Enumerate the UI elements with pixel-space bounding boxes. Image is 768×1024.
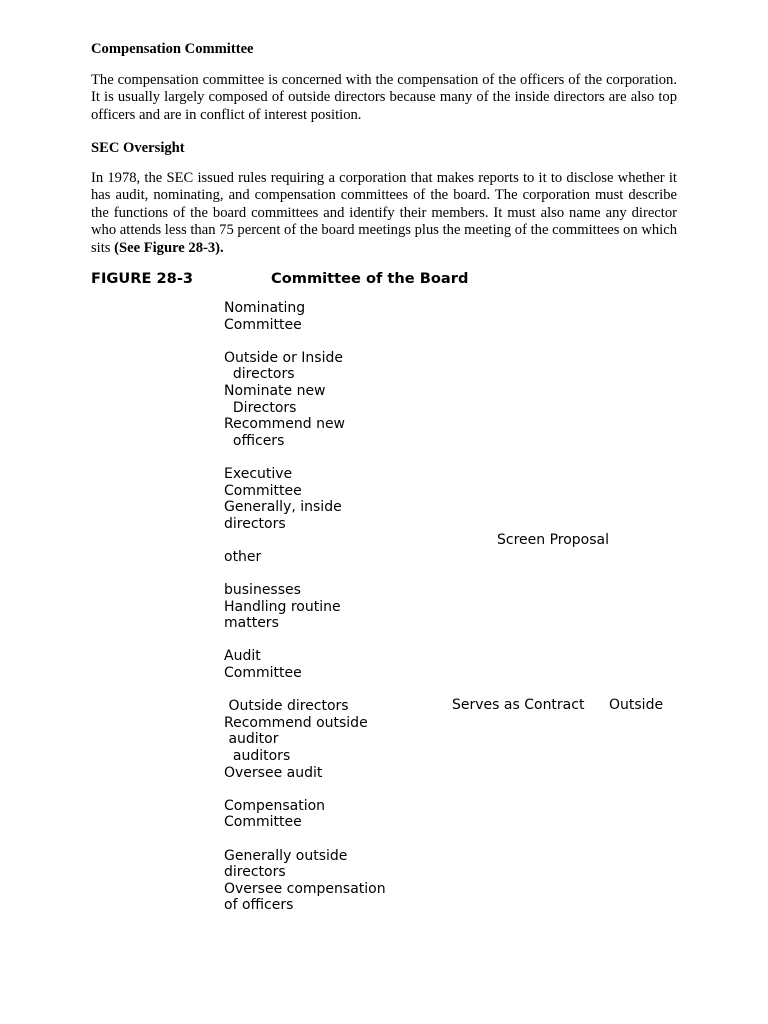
figure-line: Handling routine [224, 598, 341, 615]
figure-title: Committee of the Board [271, 270, 469, 287]
figure-line [224, 831, 424, 848]
figure-line: Recommend outside [224, 714, 368, 731]
figure-line: auditor [224, 731, 279, 748]
figure-line: Committee [224, 316, 302, 333]
figure-line [224, 632, 424, 649]
section-heading-sec-oversight: SEC Oversight [91, 140, 185, 156]
figure-line [224, 682, 424, 699]
figure-line: officers [224, 432, 285, 449]
figure-line: Recommend new [224, 416, 346, 433]
figure-line: Executive [224, 465, 293, 482]
figure-line: Generally, inside [224, 499, 342, 516]
figure-line [224, 333, 424, 350]
figure-line: Committee [224, 665, 302, 682]
figure-line [224, 532, 424, 549]
figure-line: Oversee audit [224, 764, 323, 781]
figure-committee-list [224, 300, 424, 914]
outside-label: Outside [609, 697, 664, 713]
figure-line: directors [224, 366, 295, 383]
figure-line: directors [224, 864, 286, 881]
section-heading-compensation-committee: Compensation Committee [91, 41, 254, 57]
figure-line: matters [224, 615, 279, 632]
figure-line [224, 781, 424, 798]
figure-line: Committee [224, 482, 302, 499]
figure-line: Compensation [224, 797, 326, 814]
figure-line: directors [224, 515, 286, 532]
serves-as-contract-label: Serves as Contract [452, 697, 585, 713]
screen-proposal-label: Screen Proposal [497, 532, 610, 548]
paragraph-compensation-committee: The compensation committee is concerned with the compensation of the officers of the corporation. It is usually largely composed of outside directors because many of the inside directors are also top officers and are in conflict of interest position. [91, 72, 677, 123]
figure-line: Generally outside [224, 847, 348, 864]
figure-line: Nominate new [224, 382, 326, 399]
figure-line: Outside directors [224, 698, 349, 715]
figure-line: businesses [224, 582, 301, 599]
figure-line [224, 449, 424, 466]
figure-line: Committee [224, 814, 302, 831]
figure-line: other [224, 548, 262, 565]
sec-oversight-body: In 1978, the SEC issued rules requiring a corporation that makes reports to it to disclose whether it has audit, nominating, and compensation committees of the board. The corporation must describe the functions of the board committees and identify their members. It must also name any director who attends less than 75 percent of the board meetings plus the meeting of the committees on which sits [91, 170, 677, 256]
paragraph-sec-oversight [91, 170, 677, 257]
figure-line [224, 566, 424, 583]
figure-line: auditors [224, 748, 291, 765]
figure-line: Directors [224, 399, 297, 416]
figure-line: Outside or Inside [224, 349, 343, 366]
figure-line: of officers [224, 897, 294, 914]
figure-reference: (See Figure 28-3). [114, 239, 224, 256]
figure-line: Audit [224, 648, 261, 665]
figure-line: Oversee compensation [224, 880, 386, 897]
figure-label: FIGURE 28-3 [91, 270, 194, 287]
figure-line: Nominating [224, 300, 306, 316]
